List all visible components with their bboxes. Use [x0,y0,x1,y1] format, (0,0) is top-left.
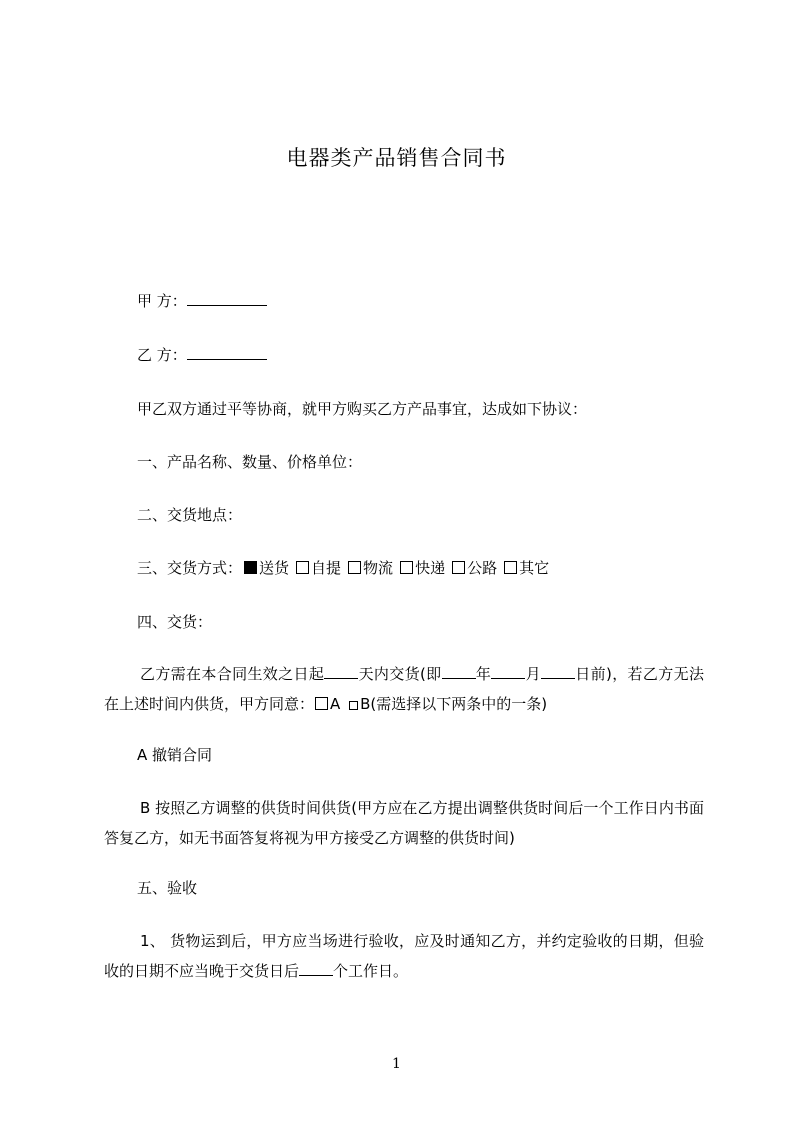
delivery-paragraph [104,659,704,719]
year-blank[interactable] [442,664,476,679]
acceptance-paragraph [104,926,704,986]
acceptance-text-1: 1、 货物运到后，甲方应当场进行验收，应及时通知乙方，并约定验收的日期，但验收的日期不应当晚于交货日后 [104,932,704,980]
delivery-text-2: 天内交货(即 [358,665,442,683]
section-4-heading: 四、交货： [137,613,213,631]
days-blank[interactable] [324,664,358,679]
checkbox-empty-icon[interactable] [348,561,361,574]
delivery-option-b: B(需选择以下两条中的一条) [360,695,548,713]
option-pickup: 自提 [311,559,342,577]
checkbox-checked-icon[interactable] [244,561,257,574]
option-road: 公路 [467,559,498,577]
checkbox-empty-icon[interactable] [504,561,517,574]
month-blank[interactable] [491,664,525,679]
checkbox-small-icon[interactable] [349,701,358,710]
checkbox-empty-icon[interactable] [452,561,465,574]
document-title: 电器类产品销售合同书 [286,146,507,170]
day-blank[interactable] [541,664,575,679]
page-number: 1 [392,1056,401,1072]
option-other: 其它 [519,559,550,577]
delivery-text-4: 月 [525,665,541,683]
option-b-paragraph: B 按照乙方调整的供货时间供货(甲方应在乙方提出调整供货时间后一个工作日内书面答复乙方，如无书面答复将视为甲方接受乙方调整的供货时间) [104,799,704,847]
party-b-line [137,344,267,366]
section-2-heading: 二、交货地点： [137,506,243,524]
delivery-text-5: 日前)，若乙方无法在上述时间内供货，甲方同意： [104,665,704,713]
section-3-label: 三、交货方式： [137,559,243,577]
acceptance-text-2: 个工作日。 [333,962,409,980]
delivery-option-a: A [330,695,341,713]
section-3-line [137,557,549,579]
section-5-heading: 五、验收 [137,879,198,897]
option-delivery: 送货 [259,559,290,577]
intro-text: 甲乙双方通过平等协商，就甲方购买乙方产品事宜，达成如下协议： [137,400,588,418]
option-a-text: A 撤销合同 [137,746,213,764]
delivery-text-1: 乙方需在本合同生效之日起 [140,665,325,683]
party-a-blank[interactable] [187,291,267,306]
checkbox-empty-icon[interactable] [296,561,309,574]
party-b-blank[interactable] [187,345,267,360]
checkbox-empty-icon[interactable] [315,697,328,710]
option-express: 快递 [415,559,446,577]
checkbox-empty-icon[interactable] [400,561,413,574]
section-1-heading: 一、产品名称、数量、价格单位： [137,453,363,471]
workdays-blank[interactable] [299,961,333,976]
delivery-text-3: 年 [475,665,492,683]
party-b-label: 乙 方： [137,346,187,364]
party-a-label: 甲 方： [137,292,187,310]
option-logistics: 物流 [363,559,394,577]
party-a-line [137,290,267,312]
